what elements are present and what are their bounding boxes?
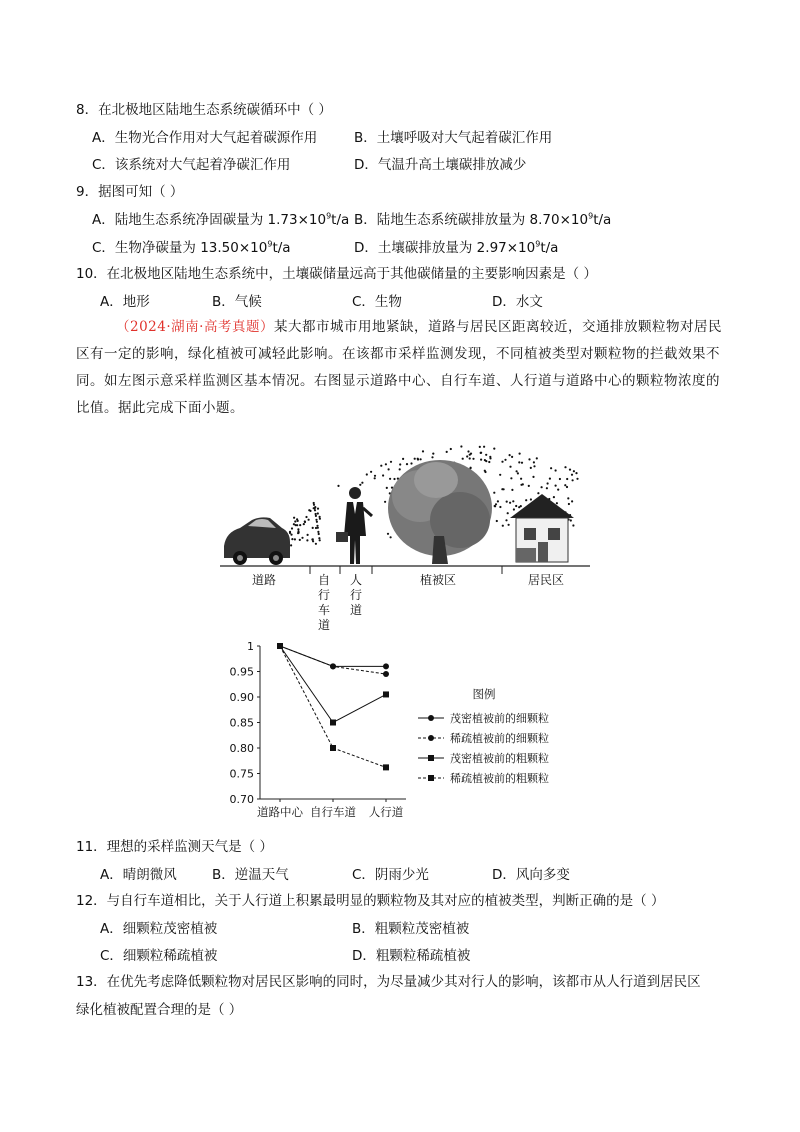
passage-source: （2024·湖南·高考真题） [116, 319, 274, 335]
passage-text: 某大都市城市用地紧缺，道路与居民区距离较近，交通排放颗粒物对居民区有一定的影响，绿化植被可减轻此影响。在该都市采样监测发现，不同植被类型对颗粒物的拦截效果不同。如左图示意采样监测区基本情况。右图显示道路中心、自行车道、人行道与道路中心的颗粒物浓度的比值。据此完成下面小题。 [76, 319, 722, 416]
q12-stem: 12．与自行车道相比，关于人行道上积累最明显的颗粒物及其对应的植被类型，判断正确的是（ ） [76, 893, 665, 909]
q11-option-a: A．晴朗微风 [100, 867, 177, 883]
legend-title: 图例 [472, 687, 496, 701]
monitoring-area-figure [220, 436, 590, 636]
q9-option-a: A．陆地生态系统净固碳量为 $1.73\times 10^9t/a$ [92, 211, 350, 228]
zone-label-vegetation: 植被区 [419, 573, 457, 587]
q9-option-b: B．陆地生态系统碳排放量为 $8.70\times 10^9t/a$ [354, 211, 612, 228]
x-tick-label: 人行道 [368, 805, 404, 819]
particle-ratio-chart [226, 636, 596, 826]
y-tick-label: 0.85 [229, 716, 254, 730]
y-tick-label: 0.70 [229, 793, 254, 806]
legend-entry: 稀疏植被前的粗颗粒 [450, 772, 549, 785]
svg-text:行: 行 [349, 588, 363, 602]
svg-text:道: 道 [349, 603, 363, 617]
series-line [280, 646, 386, 666]
q9-stem: 9．据图可知（ ） [76, 184, 184, 200]
person-icon [336, 487, 372, 564]
data-point [383, 764, 389, 770]
svg-text:道: 道 [317, 618, 331, 632]
chart-series [277, 643, 389, 770]
house-icon [510, 494, 574, 562]
q13-stem-line2: 绿化植被配置合理的是（ ） [76, 1002, 243, 1018]
data-point [330, 720, 336, 726]
zone-label-residential: 居民区 [527, 573, 565, 587]
q8-option-d: D．气温升高土壤碳排放减少 [354, 157, 527, 173]
x-tick-label: 自行车道 [310, 805, 356, 819]
q12-option-c: C．细颗粒稀疏植被 [100, 948, 218, 964]
series-line [280, 646, 386, 674]
q12-option-d: D．粗颗粒稀疏植被 [352, 948, 471, 964]
q8-option-a: A．生物光合作用对大气起着碳源作用 [92, 130, 318, 146]
q8-option-c: C．该系统对大气起着净碳汇作用 [92, 157, 291, 173]
legend-entry: 茂密植被前的粗颗粒 [450, 752, 549, 765]
chart-legend [418, 687, 549, 785]
data-point [383, 691, 389, 697]
y-tick-label: 1 [247, 640, 254, 653]
y-tick-label: 0.80 [229, 742, 254, 755]
y-tick-label: 0.90 [229, 691, 254, 704]
car-icon [224, 517, 290, 565]
svg-text:车: 车 [317, 603, 331, 617]
q11-option-c: C．阴雨少光 [352, 867, 429, 883]
q12-option-a: A．细颗粒茂密植被 [100, 921, 218, 937]
zone-label-sidewalk [350, 573, 362, 617]
q11-option-b: B．逆温天气 [212, 867, 289, 883]
q10-option-d: D．水文 [492, 294, 543, 310]
q9-option-c: C．生物净碳量为 $13.50\times 10^9t/a$ [92, 239, 291, 256]
q10-option-b: B．气候 [212, 294, 262, 310]
tree-icon [388, 460, 492, 564]
q10-stem: 10．在北极地区陆地生态系统中，土壤碳储量远高于其他碳储量的主要影响因素是（ ） [76, 266, 597, 282]
data-point [383, 663, 389, 669]
q12-option-b: B．粗颗粒茂密植被 [352, 921, 470, 937]
x-tick-label: 道路中心 [257, 805, 303, 819]
q8-option-b: B．土壤呼吸对大气起着碳汇作用 [354, 130, 553, 146]
q8-stem: 8．在北极地区陆地生态系统碳循环中（ ） [76, 102, 332, 118]
passage [76, 314, 726, 422]
data-point [330, 745, 336, 751]
data-point [383, 671, 389, 677]
q9-option-d: D．土壤碳排放量为 $2.97\times 10^9t/a$ [354, 239, 559, 256]
q13-stem-line1: 13．在优先考虑降低颗粒物对居民区影响的同时，为尽量减少其对行人的影响，该都市从人行道到居民区 [76, 974, 701, 990]
q10-option-a: A．地形 [100, 294, 150, 310]
zone-label-bike-lane [318, 573, 330, 632]
q11-stem: 11．理想的采样监测天气是（ ） [76, 839, 273, 855]
series-line [280, 646, 386, 723]
q11-option-d: D．风向多变 [492, 867, 570, 883]
svg-text:自: 自 [317, 573, 331, 587]
data-point [277, 643, 283, 649]
y-tick-label: 0.75 [229, 767, 254, 781]
svg-text:行: 行 [317, 588, 331, 602]
y-tick-label: 0.95 [229, 665, 254, 679]
legend-entry: 稀疏植被前的细颗粒 [450, 732, 549, 745]
data-point [330, 663, 336, 669]
q10-option-c: C．生物 [352, 294, 402, 310]
legend-entry: 茂密植被前的细颗粒 [450, 712, 549, 725]
svg-text:人: 人 [349, 573, 363, 587]
zone-label-road: 道路 [251, 573, 277, 587]
